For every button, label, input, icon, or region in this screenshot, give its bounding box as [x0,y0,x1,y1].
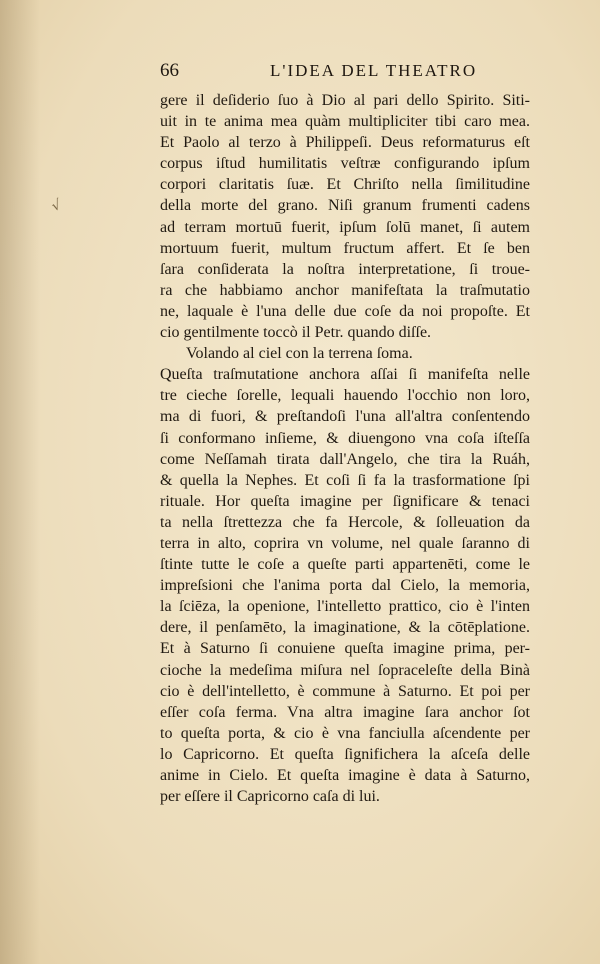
text-line: uit in te anima mea quàm multipliciter tibi caro mea. [160,113,530,131]
text-line: ſtinte tutte le coſe a queſte parti appartenēti, come le [160,556,530,574]
text-line: lo Capricorno. Et queſta ſignifichera la aſceſa delle [160,745,530,763]
text-line: rituale. Hor queſta imagine per ſignificare & tenaci [160,492,530,510]
text-line: della morte del grano. Niſi granum frumenti cadens [160,197,530,215]
text-line: la ſciēza, la openione, l'intelletto prattico, cio è l'inten [160,598,530,616]
margin-check-mark: √ [49,196,64,216]
text-line: ta nella ſtrettezza che fa Hercole, & ſolleuation da [160,513,530,531]
text-line: ad terram mortuū fuerit, ipſum ſolū manet, ſi autem [160,218,530,236]
text-line: cioche la medeſima miſura nel ſopraceleſte della Binà [160,661,530,679]
body-text [160,90,530,807]
text-line: to queſta porta, & cio è vna fanciulla aſcendente per [160,724,530,742]
text-line: per eſſere il Capricorno caſa di lui. [160,788,380,806]
text-line: eſſer coſa ferma. Vna altra imagine ſara anchor ſot [160,703,530,721]
text-line: Et Paolo al terzo à Philippeſi. Deus reformaturus eſt [160,134,530,152]
text-line: ne, laquale è l'una delle due coſe da noi propoſte. Et [160,302,530,320]
text-line: cio è dell'intelletto, è commune à Saturno. Et poi per [160,682,530,700]
text-line: ra che habbiamo anchor manifeſtata la traſmutatio [160,281,530,299]
text-line: Queſta traſmutatione anchora aſſai ſi manifeſta nelle [160,366,530,384]
text-line: ſi conformano inſieme, & diuengono vna coſa iſteſſa [160,429,530,447]
text-line: impreſsioni che l'anima porta dal Cielo, la memoria, [160,577,530,595]
text-line: come Neſſamah tirata dall'Angelo, che tira la Ruáh, [160,450,530,468]
page-header [160,60,530,86]
text-line: corpus iſtud humilitatis veſtræ configurando ipſum [160,155,530,173]
text-line: dere, il penſamēto, la imaginatione, & la cōtēplatione. [160,619,530,637]
text-line: & quella la Nephes. Et coſi ſi fa la trasformatione ſpi [160,471,530,489]
text-line: Et à Saturno ſi conuiene queſta imagine prima, per- [160,640,530,658]
text-line: gere il deſiderio ſuo à Dio al pari dello Spirito. Siti- [160,92,530,109]
text-line: ſara conſiderata la noſtra interpretatione, ſi troue- [160,260,530,278]
running-title: L'IDEA DEL THEATRO [270,61,478,80]
text-line: terra in alto, coprira vn volume, nel quale ſaranno di [160,534,530,552]
gutter-shadow [0,0,40,964]
verse-line: Volando al ciel con la terrena ſoma. [186,345,413,363]
text-line: corpori claritatis ſuæ. Et Chriſto nella ſimilitudine [160,176,530,194]
text-line: cio gentilmente toccò il Petr. quando diſſe. [160,324,432,342]
text-line: ma di fuori, & preſtandoſi l'una all'altra conſentendo [160,408,530,426]
page-number: 66 [160,60,179,81]
text-line: anime in Cielo. Et queſta imagine è data à Saturno, [160,767,530,784]
text-line: mortuum fuerit, multum fructum affert. Et ſe ben [160,239,530,257]
text-line: tre cieche ſorelle, lequali hauendo l'occhio non loro, [160,387,530,405]
